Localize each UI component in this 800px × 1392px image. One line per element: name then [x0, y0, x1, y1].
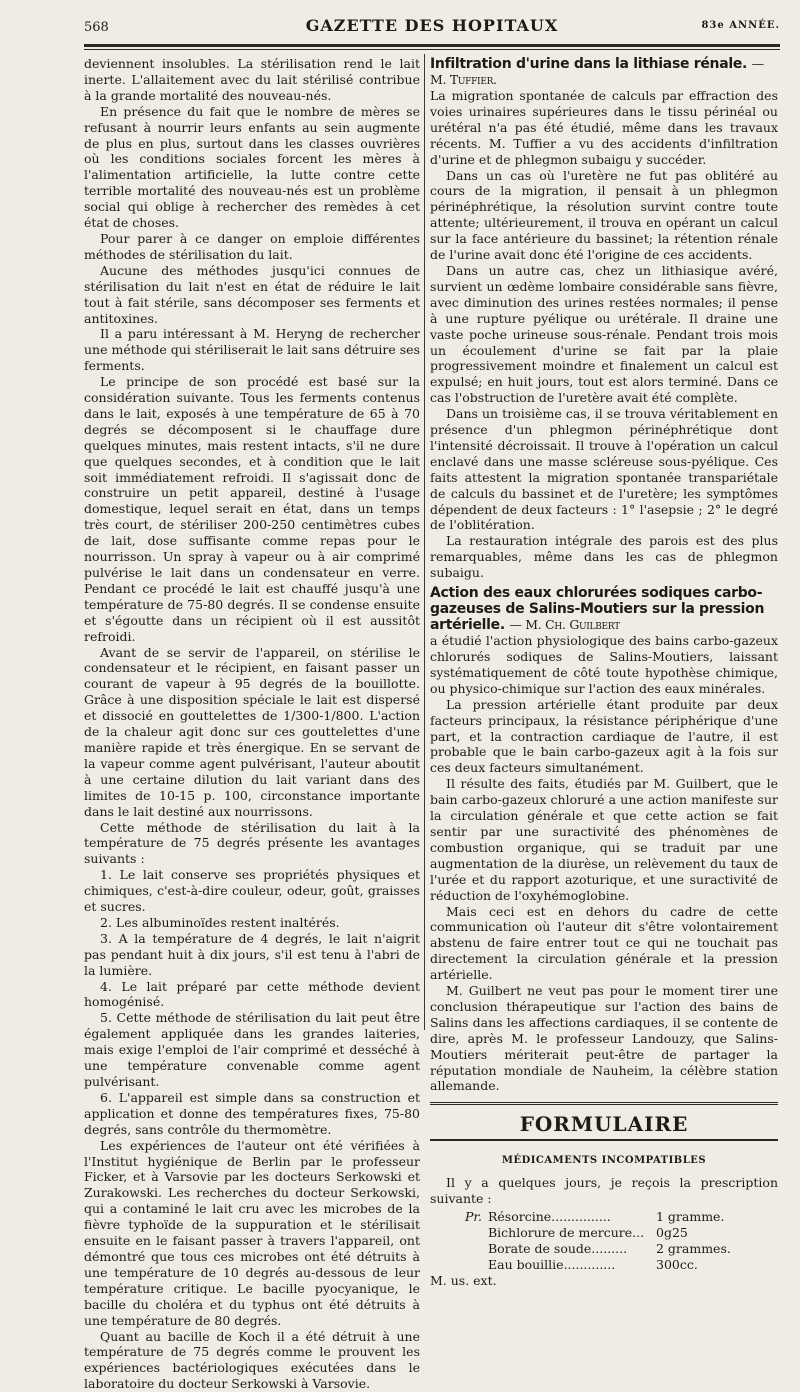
- heading-text: Action des eaux chlorurées sodiques carbo-gazeuses de Salins-Moutiers sur la pression artérielle.: [430, 585, 764, 633]
- prescription-closing: M. us. ext.: [430, 1273, 778, 1289]
- paragraph: a étudié l'action physiologique des bains carbo-gazeux chlorurés sodiques de Salins-Moutiers, laissant systématiquement de côté toute hypothèse chimique, ou physico-chimique sur l'action des eaux minérales.: [430, 633, 778, 697]
- header-rule-thick: [84, 44, 780, 47]
- paragraph: Il a paru intéressant à M. Heryng de rechercher une méthode qui stériliserait le lait sans détruire ses ferments.: [84, 326, 420, 374]
- prescription-row: [430, 1257, 778, 1273]
- drug-name: Bichlorure de mercure...: [488, 1225, 656, 1241]
- paragraph: M. Guilbert ne veut pas pour le moment tirer une conclusion thérapeutique sur l'action des bains de Salins dans les affections cardiaques, il se contente de dire, après M. le professeur Landouzy, que Salins-Moutiers mériterait peut-être de partager la réputation mondiale de Nauheim, la célèbre station allemande.: [430, 983, 778, 1094]
- paragraph: Il résulte des faits, étudiés par M. Guilbert, que le bain carbo-gazeux chloruré a une action manifeste sur la circulation générale et que cette action se fait sentir par une suractivité des phénomènes de combustion organique, qui se traduit par une augmentation de la diurèse, un relèvement du taux de l'urée et du rapport azoturique, et une suractivité de réduction de l'oxyhémoglobine.: [430, 776, 778, 903]
- paragraph: La restauration intégrale des parois est des plus remarquables, même dans les cas de phlegmon subaigu.: [430, 533, 778, 581]
- paragraph: Aucune des méthodes jusqu'ici connues de stérilisation du lait n'est en état de réduire le lait tout à fait stérile, sans décomposer ses ferments et antitoxines.: [84, 263, 420, 327]
- prescription-prefix: [430, 1257, 488, 1273]
- header-rule-thin: [84, 49, 780, 50]
- prescription-list: [430, 1209, 778, 1273]
- paragraph: La migration spontanée de calculs par effraction des voies urinaires supérieures dans le tissu périnéal ou urétéral n'a pas été étudié, même dans les travaux récents. M. Tuffier a vu des accidents d'infiltration d'urine et de phlegmon subaigu y succéder.: [430, 88, 778, 168]
- author-name: — M. Ch. Guilbert: [509, 617, 619, 632]
- prescription-row: [430, 1209, 778, 1225]
- paragraph: Il y a quelques jours, je reçois la prescription suivante :: [430, 1175, 778, 1207]
- drug-name: Eau bouillie.............: [488, 1257, 656, 1273]
- journal-title: GAZETTE DES HOPITAUX: [84, 16, 780, 35]
- prescription-prefix: Pr.: [430, 1209, 488, 1225]
- title-underline: [430, 1139, 778, 1141]
- paragraph: Cette méthode de stérilisation du lait à la température de 75 degrés présente les avantages suivants :: [84, 820, 420, 868]
- drug-quantity: 300cc.: [656, 1257, 778, 1273]
- paragraph: Mais ceci est en dehors du cadre de cette communication où l'auteur dit s'être volontairement abstenu de faire entrer tout ce qui ne touchait pas directement la circulation générale et la pression artérielle.: [430, 904, 778, 984]
- section-heading: [430, 56, 778, 88]
- list-item: 5. Cette méthode de stérilisation du lait peut être également appliquée dans les grandes laiteries, mais exige l'emploi de l'air comprimé et desséché à une température convenable comme agent pulvérisant.: [84, 1010, 420, 1090]
- formulaire-title: FORMULAIRE: [430, 1117, 778, 1133]
- paragraph: Avant de se servir de l'appareil, on stérilise le condensateur et le récipient, en faisant passer un courant de vapeur à 95 degrés de la bouillotte. Grâce à une disposition spéciale le lait est dispersé et dissocié en gouttelettes de 1/300-1/800. L'action de la chaleur agit donc sur ces gouttelettes d'une manière rapide et très énergique. En se servant de la vapeur comme agent pulvérisant, l'auteur aboutit à une certaine dilution du lait variant dans des limites de 10-15 p. 100, circonstance importante dans le lait destiné aux nourrissons.: [84, 645, 420, 820]
- prescription-row: [430, 1225, 778, 1241]
- prescription-prefix: [430, 1225, 488, 1241]
- heading-text: Infiltration d'urine dans la lithiase rénale.: [430, 56, 747, 72]
- formulaire-subtitle: MÉDICAMENTS INCOMPATIBLES: [430, 1153, 778, 1169]
- page-number: 568: [84, 20, 109, 35]
- drug-name: Borate de soude.........: [488, 1241, 656, 1257]
- list-item: 3. A la température de 4 degrés, le lait n'aigrit pas pendant huit à dix jours, s'il est tenu à l'abri de la lumière.: [84, 931, 420, 979]
- paragraph: Pour parer à ce danger on emploie différentes méthodes de stérilisation du lait.: [84, 231, 420, 263]
- section-heading: [430, 585, 778, 633]
- right-column: [430, 56, 778, 1289]
- page-header: [84, 20, 780, 40]
- paragraph: Les expériences de l'auteur ont été vérifiées à l'Institut hygiénique de Berlin par le professeur Ficker, et à Varsovie par les docteurs Serkowski et Zurakowski. Les recherches du docteur Serkowski, qui a contaminé le lait cru avec les microbes de la fièvre typhoïde de la suppuration et le stérilisait ensuite en le faisant passer à travers l'appareil, ont démontré que tous ces microbes ont été détruits à une température de 10 degrés au-dessous de leur température critique. Le bacille pyocyanique, le bacille du choléra et du typhus ont été détruits à une température de 80 degrés.: [84, 1138, 420, 1329]
- list-item: 1. Le lait conserve ses propriétés physiques et chimiques, c'est-à-dire couleur, odeur, goût, graisses et sucres.: [84, 867, 420, 915]
- prescription-prefix: [430, 1241, 488, 1257]
- paragraph: Dans un cas où l'uretère ne fut pas oblitéré au cours de la migration, il pensait à un phlegmon périnéphrétique, la résolution survint contre toute attente; ultérieurement, il trouva en opérant un calcul sur la face antérieure du bassinet; la rétention rénale de l'urine avait donc été l'origine de ces accidents.: [430, 168, 778, 263]
- paragraph: Quant au bacille de Koch il a été détruit à une température de 75 degrés comme le prouvent les expériences bactériologiques exécutées dans le laboratoire du docteur Serkowski à Varsovie.: [84, 1329, 420, 1392]
- paragraph: En présence du fait que le nombre de mères se refusant à nourrir leurs enfants au sein augmente de plus en plus, surtout dans les classes ouvrières où les conditions sociales forcent les mères à l'alimentation artificielle, la lutte contre cette terrible mortalité des nouveau-nés est un problème social qui oblige à rechercher des remèdes à cet état de choses.: [84, 104, 420, 231]
- drug-quantity: 1 gramme.: [656, 1209, 778, 1225]
- list-item: 4. Le lait préparé par cette méthode devient homogénisé.: [84, 979, 420, 1011]
- left-column: [84, 56, 420, 1392]
- column-divider: [424, 54, 425, 1030]
- drug-quantity: 2 grammes.: [656, 1241, 778, 1257]
- section-rule: [430, 1102, 778, 1105]
- paragraph: deviennent insolubles. La stérilisation rend le lait inerte. L'allaitement avec du lait stérilisé contribue à la grande mortalité des nouveau-nés.: [84, 56, 420, 104]
- list-item: 2. Les albuminoïdes restent inaltérés.: [84, 915, 420, 931]
- author-name: — M. Tuffier.: [430, 56, 764, 87]
- drug-quantity: 0g25: [656, 1225, 778, 1241]
- paragraph: Dans un autre cas, chez un lithiasique avéré, survient un œdème lombaire considérable sans fièvre, avec diminution des urines restées normales; il pense à une rupture pyélique ou urétérale. Il draine une vaste poche urineuse sous-rénale. Pendant trois mois un écoulement d'urine se fait par la plaie progressivement moindre et finalement un calcul est expulsé; en huit jours, tout est alors terminé. Dans ce cas l'obstruction de l'uretère avait été complète.: [430, 263, 778, 406]
- year-label: 83e ANNÉE.: [701, 20, 780, 31]
- prescription-row: [430, 1241, 778, 1257]
- paragraph: La pression artérielle étant produite par deux facteurs principaux, la résistance périphérique d'une part, et la contraction cardiaque de l'autre, il est probable que le bain carbo-gazeux agit à la fois sur ces deux facteurs simultanément.: [430, 697, 778, 777]
- drug-name: Résorcine...............: [488, 1209, 656, 1225]
- list-item: 6. L'appareil est simple dans sa construction et application et donne des températures fixes, 75-80 degrés, sans contrôle du thermomètre.: [84, 1090, 420, 1138]
- paragraph: Dans un troisième cas, il se trouva véritablement en présence d'un phlegmon périnéphrétique dont l'intensité décroissait. Il trouve à l'opération un calcul enclavé dans une masse scléreuse sous-pyélique. Ces faits attestent la migration spontanée transpariétale de calculs du bassinet et de l'uretère; les symptômes dépendent de deux facteurs : 1° l'asepsie ; 2° le degré de l'oblitération.: [430, 406, 778, 533]
- paragraph: Le principe de son procédé est basé sur la considération suivante. Tous les ferments contenus dans le lait, exposés à une température de 65 à 70 degrés se décomposent si le chauffage dure quelques minutes, mais restent intacts, s'il ne dure que quelques secondes, et à condition que le lait soit immédiatement refroidi. Il s'agissait donc de construire un petit appareil, destiné à l'usage domestique, lequel serait en état, dans un temps très court, de stériliser 200-250 centimètres cubes de lait, dose suffisante comme repas pour le nourrisson. Un spray à vapeur ou à air comprimé pulvérise le lait dans un condensateur en verre. Pendant ce procédé le lait est chauffé jusqu'à une température de 75-80 degrés. Il se condense ensuite et s'égoutte dans un récipient où il est aussitôt refroidi.: [84, 374, 420, 644]
